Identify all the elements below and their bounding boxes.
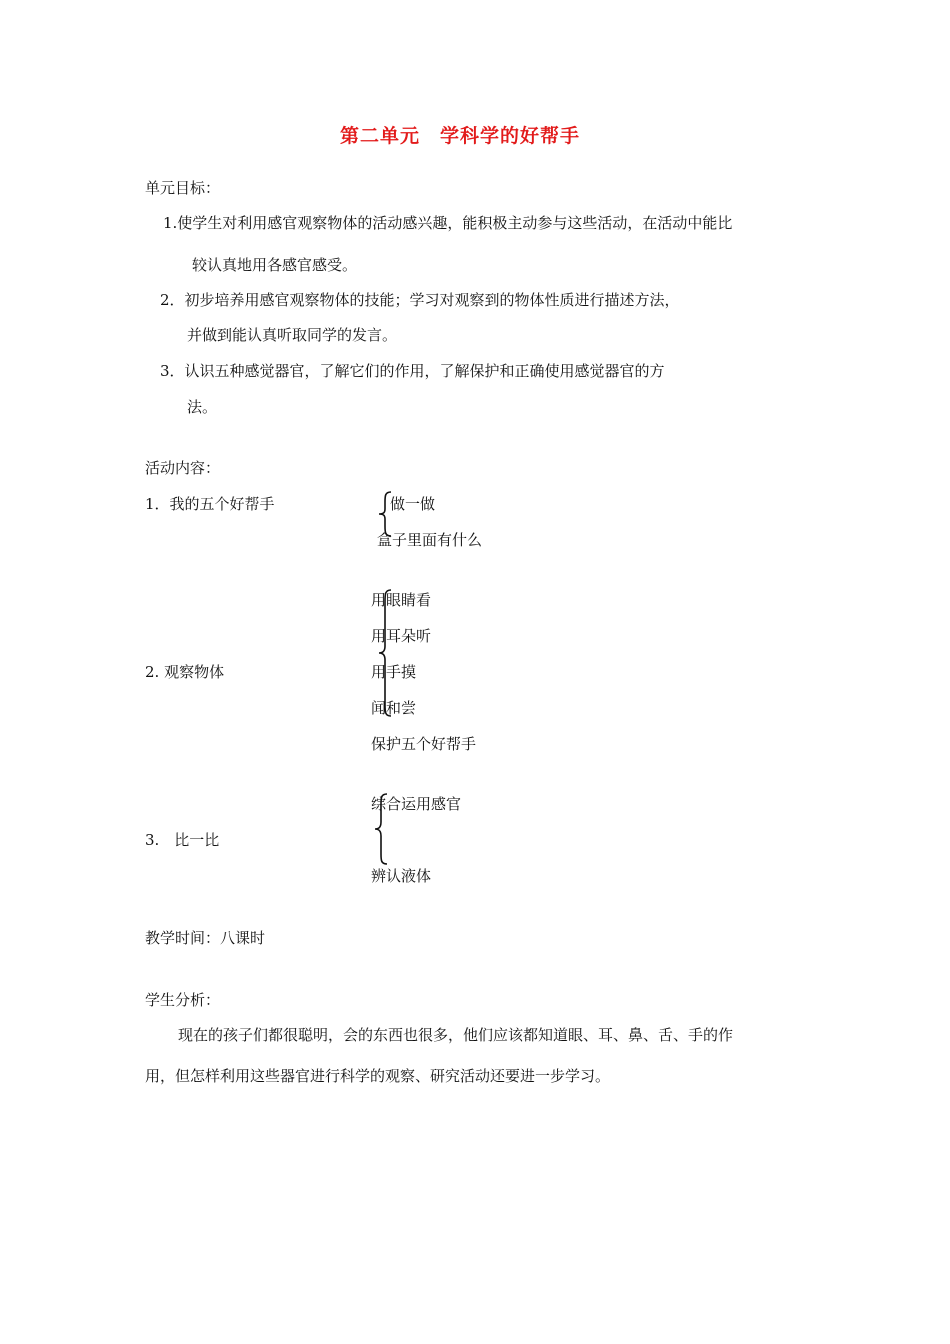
page-title: 第二单元 学科学的好帮手 [340,125,581,147]
activity-1-sub-1: 做一做 [390,495,436,513]
activity-2-sub-1: 用眼睛看 [371,591,432,609]
activity-3-label: 3. 比一比 [145,831,220,849]
activity-3-sub-1: 综合运用感官 [371,795,462,813]
activity-2-sub-5: 保护五个好帮手 [371,735,477,753]
analysis-heading: 学生分析： [145,991,221,1009]
activity-2-sub-3: 用手摸 [371,663,417,681]
goal-item-3-cont: 法。 [187,398,218,416]
goal-item-1: 1.使学生对利用感官观察物体的活动感兴趣，能积极主动参与这些活动，在活动中能比 [163,214,733,232]
activities-heading: 活动内容： [145,459,221,477]
analysis-line-1: 现在的孩子们都很聪明，会的东西也很多，他们应该都知道眼、耳、鼻、舌、手的作 [178,1026,734,1044]
activity-2-sub-4: 闻和尝 [371,699,417,717]
goal-item-3: 3．认识五种感觉器官，了解它们的作用，了解保护和正确使用感觉器官的方 [160,362,665,380]
goals-heading: 单元目标： [145,179,221,197]
analysis-line-2: 用，但怎样利用这些器官进行科学的观察、研究活动还要进一步学习。 [145,1067,611,1085]
activity-1-label: 1．我的五个好帮手 [145,495,275,513]
activity-2-sub-2: 用耳朵听 [371,627,432,645]
goal-item-2-cont: 并做到能认真听取同学的发言。 [187,326,398,344]
goal-item-2: 2．初步培养用感官观察物体的技能；学习对观察到的物体性质进行描述方法， [160,291,680,309]
teaching-time: 教学时间：八课时 [145,929,266,947]
goal-item-1-cont: 较认真地用各感官感受。 [192,256,358,274]
activity-3-sub-2: 辨认液体 [371,867,432,885]
activity-2-label: 2. 观察物体 [145,663,225,681]
activity-1-sub-2: 盒子里面有什么 [377,531,483,549]
